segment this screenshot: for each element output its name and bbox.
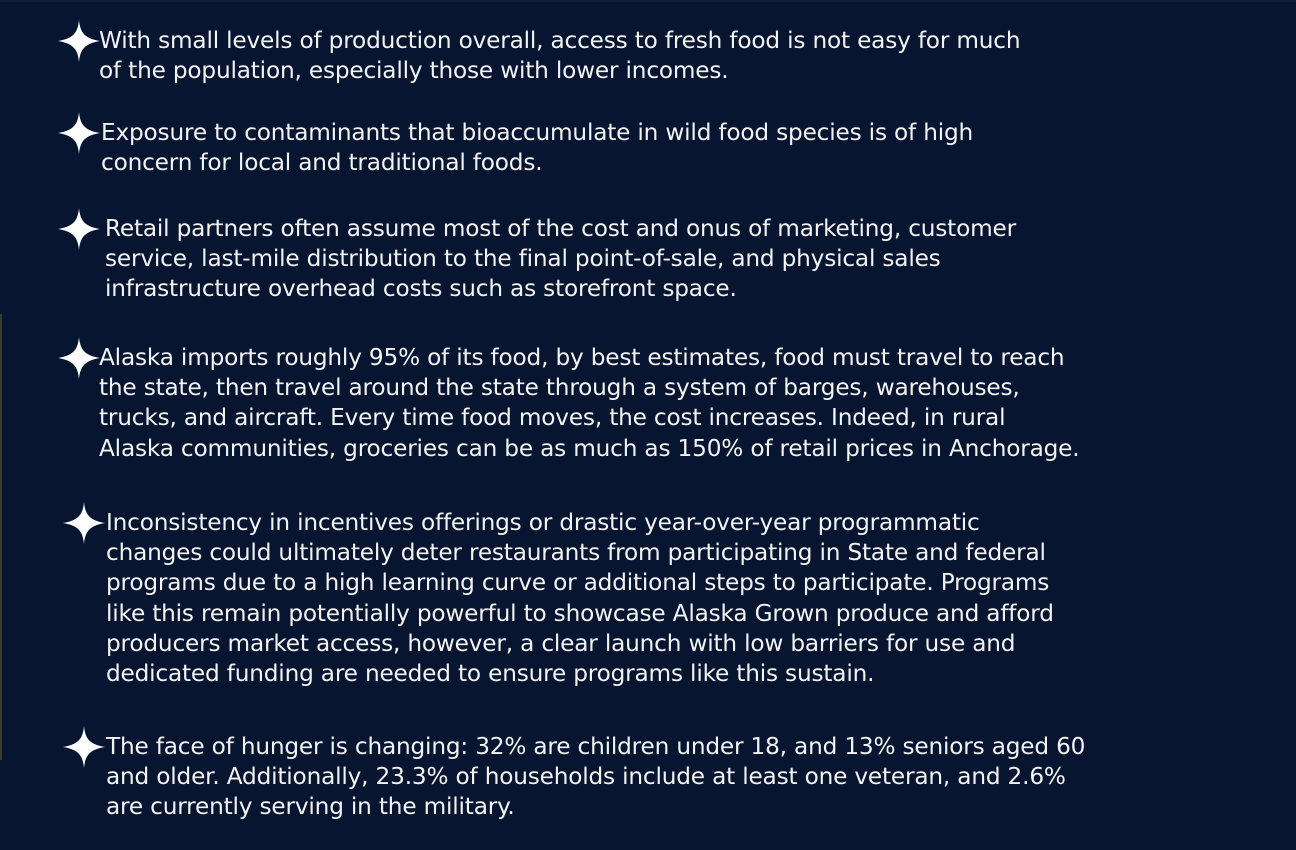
bullet-line: concern for local and traditional foods. (101, 149, 543, 177)
bullet-line: The face of hunger is changing: 32% are children under 18, and 13% seniors aged 60 (106, 733, 1086, 760)
left-edge-accent (0, 314, 2, 760)
bullet-line: service, last-mile distribution to the final point-of-sale, and physical sales (105, 245, 941, 273)
bullet-line: and older. Additionally, 23.3% of households include at least one veteran, and 2.6% (106, 763, 1066, 791)
four-point-star-icon (56, 335, 102, 381)
four-point-star-icon (61, 500, 107, 546)
bullet-line: like this remain potentially powerful to showcase Alaska Grown produce and afford (106, 599, 1054, 627)
bullet-text (106, 508, 1054, 689)
bullet-line: dedicated funding are needed to ensure programs like this sustain. (106, 660, 875, 688)
bullet-text (99, 26, 1020, 86)
bullet-text (101, 118, 973, 178)
bullet-line: With small levels of production overall, access to fresh food is not easy for much (99, 27, 1021, 54)
bullet-text (105, 214, 1016, 305)
bullet-line: infrastructure overhead costs such as storefront space. (105, 275, 737, 303)
bullet-line: Retail partners often assume most of the cost and onus of marketing, customer (105, 215, 1016, 242)
bullet-line: the state, then travel around the state through a system of barges, warehouses, (99, 374, 1020, 402)
bullet-text (106, 732, 1085, 823)
four-point-star-icon (56, 110, 102, 156)
bullet-text (99, 343, 1079, 464)
bullet-line: Exposure to contaminants that bioaccumulate in wild food species is of high (101, 119, 974, 146)
bullet-line: Inconsistency in incentives offerings or drastic year-over-year programmatic (106, 509, 980, 536)
bullet-line: producers market access, however, a clear launch with low barriers for use and (106, 629, 1016, 657)
bullet-line: are currently serving in the military. (106, 793, 515, 821)
four-point-star-icon (56, 206, 102, 252)
bullet-line: programs due to a high learning curve or additional steps to participate. Programs (106, 569, 1050, 597)
four-point-star-icon (61, 724, 107, 770)
bullet-line: of the population, especially those with lower incomes. (99, 57, 729, 85)
bullet-line: changes could ultimately deter restaurants from participating in State and federal (106, 539, 1046, 567)
bullet-line: trucks, and aircraft. Every time food moves, the cost increases. Indeed, in rural (99, 404, 1006, 432)
four-point-star-icon (56, 18, 102, 64)
bullet-line: Alaska communities, groceries can be as much as 150% of retail prices in Anchorage. (99, 434, 1080, 462)
bullet-line: Alaska imports roughly 95% of its food, by best estimates, food must travel to reach (99, 344, 1065, 371)
